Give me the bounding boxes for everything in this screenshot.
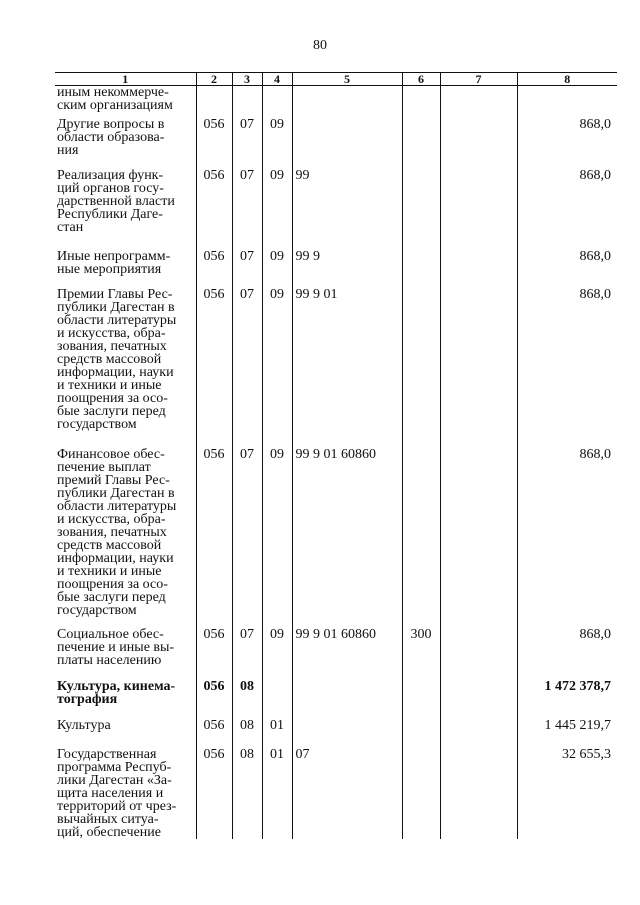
row-name: Культура, кинема- тография bbox=[57, 679, 176, 707]
cell-amount: 868,0 bbox=[517, 288, 617, 448]
page-number: 80 bbox=[313, 38, 327, 53]
cell-subsection: 09 bbox=[262, 250, 292, 288]
cell-column-7 bbox=[440, 628, 517, 680]
cell-amount: 868,0 bbox=[517, 118, 617, 169]
cell-section: 07 bbox=[232, 250, 262, 288]
cell-column-7 bbox=[440, 250, 517, 288]
cell-target-article: 07 bbox=[292, 748, 402, 839]
cell-column-7 bbox=[440, 448, 517, 628]
cell-target-article: 99 9 01 bbox=[292, 288, 402, 448]
cell-subsection: 09 bbox=[262, 169, 292, 250]
cell-amount: 1 472 378,7 bbox=[517, 680, 617, 719]
column-header: 8 bbox=[517, 73, 617, 86]
cell-subsection: 01 bbox=[262, 748, 292, 839]
cell-subsection: 09 bbox=[262, 448, 292, 628]
cell-target-article: 99 9 01 60860 bbox=[292, 628, 402, 680]
row-name: Социальное обес- печение и иные вы- платы населению bbox=[57, 627, 175, 668]
column-header: 5 bbox=[292, 73, 402, 86]
cell-amount: 868,0 bbox=[517, 628, 617, 680]
cell-column-7 bbox=[440, 288, 517, 448]
cell-ministry-code: 056 bbox=[196, 628, 232, 680]
row-name: Культура bbox=[57, 718, 111, 733]
cell-section: 08 bbox=[232, 748, 262, 839]
row-name: Финансовое обес- печение выплат премий Главы Рес- публики Дагестан в области литературы и искусства, обра- зования, печатных средств массовой информации, науки и техники и иные поощрения за осо- бые заслуги перед государством bbox=[57, 447, 177, 618]
table-row bbox=[55, 250, 617, 288]
column-header: 4 bbox=[262, 73, 292, 86]
cell-expense-type bbox=[402, 680, 440, 719]
cell-subsection bbox=[262, 86, 292, 119]
cell-section bbox=[232, 86, 262, 119]
cell-target-article: 99 bbox=[292, 169, 402, 250]
cell-expense-type bbox=[402, 748, 440, 839]
cell-section: 08 bbox=[232, 719, 262, 748]
cell-target-article bbox=[292, 118, 402, 169]
row-name: Премии Главы Рес- публики Дагестан в области литературы и искусства, обра- зования, печатных средств массовой информации, науки и техники и иные поощрения за осо- бые заслуги перед государством bbox=[57, 287, 177, 432]
cell-column-7 bbox=[440, 118, 517, 169]
cell-column-7 bbox=[440, 169, 517, 250]
cell-subsection: 09 bbox=[262, 288, 292, 448]
cell-expense-type bbox=[402, 448, 440, 628]
column-header: 2 bbox=[196, 73, 232, 86]
cell-target-article bbox=[292, 86, 402, 119]
table-row bbox=[55, 719, 617, 748]
cell-ministry-code: 056 bbox=[196, 719, 232, 748]
cell-section: 07 bbox=[232, 169, 262, 250]
cell-ministry-code: 056 bbox=[196, 748, 232, 839]
cell-section: 07 bbox=[232, 288, 262, 448]
cell-section: 07 bbox=[232, 118, 262, 169]
cell-amount: 868,0 bbox=[517, 448, 617, 628]
cell-subsection: 09 bbox=[262, 628, 292, 680]
table-row bbox=[55, 288, 617, 448]
table-row bbox=[55, 86, 617, 119]
cell-expense-type bbox=[402, 250, 440, 288]
cell-column-7 bbox=[440, 748, 517, 839]
cell-amount: 32 655,3 bbox=[517, 748, 617, 839]
cell-ministry-code: 056 bbox=[196, 118, 232, 169]
cell-amount bbox=[517, 86, 617, 119]
cell-amount: 1 445 219,7 bbox=[517, 719, 617, 748]
column-header: 7 bbox=[440, 73, 517, 86]
cell-target-article: 99 9 bbox=[292, 250, 402, 288]
cell-section: 07 bbox=[232, 448, 262, 628]
table-row bbox=[55, 118, 617, 169]
cell-column-7 bbox=[440, 680, 517, 719]
cell-expense-type bbox=[402, 169, 440, 250]
row-name: иным некоммерче- ским организациям bbox=[57, 85, 173, 113]
cell-column-7 bbox=[440, 86, 517, 119]
cell-amount: 868,0 bbox=[517, 169, 617, 250]
table-row bbox=[55, 169, 617, 250]
table-row bbox=[55, 680, 617, 719]
table-header-row bbox=[55, 73, 617, 86]
cell-expense-type: 300 bbox=[402, 628, 440, 680]
column-header: 1 bbox=[55, 73, 196, 86]
cell-expense-type bbox=[402, 288, 440, 448]
row-name: Иные непрограмм- ные мероприятия bbox=[57, 249, 171, 277]
cell-target-article bbox=[292, 680, 402, 719]
row-name: Государственная программа Респуб- лики Дагестан «За- щита населения и территорий от чрез- вычайных ситуа- ций, обеспечение bbox=[57, 747, 177, 840]
cell-subsection bbox=[262, 680, 292, 719]
cell-ministry-code: 056 bbox=[196, 250, 232, 288]
cell-ministry-code: 056 bbox=[196, 288, 232, 448]
cell-amount: 868,0 bbox=[517, 250, 617, 288]
cell-section: 07 bbox=[232, 628, 262, 680]
column-header: 3 bbox=[232, 73, 262, 86]
cell-section: 08 bbox=[232, 680, 262, 719]
cell-subsection: 09 bbox=[262, 118, 292, 169]
cell-target-article: 99 9 01 60860 bbox=[292, 448, 402, 628]
row-name: Реализация функ- ций органов госу- дарственной власти Республики Даге- стан bbox=[57, 168, 175, 235]
cell-ministry-code: 056 bbox=[196, 169, 232, 250]
cell-column-7 bbox=[440, 719, 517, 748]
cell-ministry-code: 056 bbox=[196, 680, 232, 719]
cell-ministry-code: 056 bbox=[196, 448, 232, 628]
cell-expense-type bbox=[402, 118, 440, 169]
cell-expense-type bbox=[402, 719, 440, 748]
cell-expense-type bbox=[402, 86, 440, 119]
column-header: 6 bbox=[402, 73, 440, 86]
table-row bbox=[55, 448, 617, 628]
cell-subsection: 01 bbox=[262, 719, 292, 748]
table-row bbox=[55, 628, 617, 680]
cell-target-article bbox=[292, 719, 402, 748]
row-name: Другие вопросы в области образова- ния bbox=[57, 117, 165, 158]
table-row bbox=[55, 748, 617, 839]
budget-table bbox=[55, 72, 617, 839]
cell-ministry-code bbox=[196, 86, 232, 119]
